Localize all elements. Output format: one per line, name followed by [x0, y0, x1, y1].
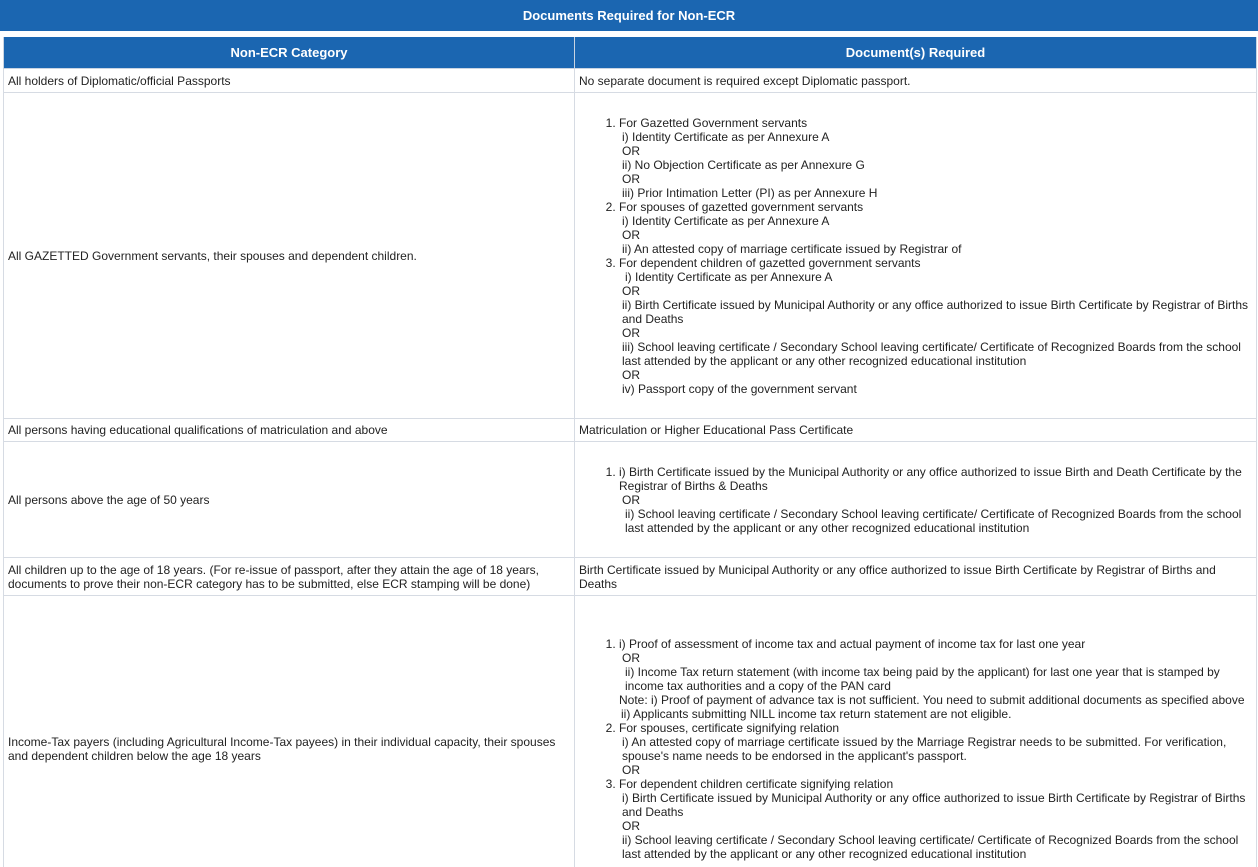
document-line: i) An attested copy of marriage certificate issued by the Marriage Registrar needs to be submitted. For verification, spouse's name needs to be endorsed in the applicant's passport. [622, 734, 1227, 763]
documents-cell [575, 596, 1257, 867]
category-cell: All persons having educational qualifications of matriculation and above [4, 419, 575, 442]
document-line: i) Identity Certificate as per Annexure A [622, 129, 830, 144]
document-line: ii) Income Tax return statement (with income tax being paid by the applicant) for last one year that is stamped by income tax authorities and a copy of the PAN card [625, 664, 1220, 693]
or-separator: OR [622, 492, 640, 507]
table-row [4, 69, 1257, 93]
list-item [619, 721, 1252, 777]
note-line: ii) Applicants submitting NILL income tax return statement are not eligible. [621, 706, 1012, 721]
list-item-heading: For dependent children certificate signifying relation [619, 776, 894, 791]
documents-cell: No separate document is required except Diplomatic passport. [575, 69, 1257, 93]
column-header-category: Non-ECR Category [4, 37, 575, 69]
or-separator: OR [622, 227, 640, 242]
or-separator: OR [622, 818, 640, 833]
list-item-heading: For dependent children of gazetted government servants [619, 255, 921, 270]
document-line: ii) School leaving certificate / Secondary School leaving certificate/ Certificate of Recognized Boards from the school last attended by the applicant or any other recognized educational institution [622, 832, 1239, 861]
table-row [4, 442, 1257, 558]
documents-cell [575, 442, 1257, 558]
table-row [4, 596, 1257, 867]
list-item [619, 637, 1252, 721]
list-item-heading: For Gazetted Government servants [619, 115, 808, 130]
category-cell: Income-Tax payers (including Agricultural Income-Tax payees) in their individual capacity, their spouses and dependent children below the age 18 years [4, 596, 575, 867]
table-header-row [4, 37, 1257, 69]
document-line: iv) Passport copy of the government servant [622, 381, 857, 396]
document-list [579, 637, 1252, 861]
table-row [4, 419, 1257, 442]
documents-cell [575, 93, 1257, 419]
documents-cell: Matriculation or Higher Educational Pass Certificate [575, 419, 1257, 442]
list-item-heading: For spouses, certificate signifying relation [619, 720, 840, 735]
document-list [579, 116, 1252, 396]
list-item-heading: i) Proof of assessment of income tax and actual payment of income tax for last one year [619, 636, 1086, 651]
or-separator: OR [622, 325, 640, 340]
document-line: i) Identity Certificate as per Annexure A [625, 269, 833, 284]
or-separator: OR [622, 762, 640, 777]
document-line: iii) School leaving certificate / Secondary School leaving certificate/ Certificate of Recognized Boards from the school last attended by the applicant or any other recognized educational institution [622, 339, 1241, 368]
document-list [579, 465, 1252, 535]
document-line: ii) School leaving certificate / Secondary School leaving certificate/ Certificate of Recognized Boards from the school last attended by the applicant or any other recognized educational institution [625, 506, 1242, 535]
documents-cell: Birth Certificate issued by Municipal Authority or any office authorized to issue Birth Certificate by Registrar of Births and Deaths [575, 558, 1257, 596]
category-cell: All GAZETTED Government servants, their spouses and dependent children. [4, 93, 575, 419]
category-cell: All holders of Diplomatic/official Passports [4, 69, 575, 93]
document-line: i) Identity Certificate as per Annexure A [622, 213, 830, 228]
document-line: ii) No Objection Certificate as per Annexure G [622, 157, 865, 172]
or-separator: OR [622, 143, 640, 158]
or-separator: OR [622, 171, 640, 186]
category-cell: All persons above the age of 50 years [4, 442, 575, 558]
note-line: Note: i) Proof of payment of advance tax is not sufficient. You need to submit additional documents as specified above [619, 692, 1245, 707]
document-line: iii) Prior Intimation Letter (PI) as per Annexure H [622, 185, 878, 200]
list-item-heading: i) Birth Certificate issued by the Municipal Authority or any office authorized to issue Birth and Death Certificate by the Registrar of Births & Deaths [619, 464, 1242, 493]
or-separator: OR [622, 650, 640, 665]
document-line: i) Birth Certificate issued by Municipal Authority or any office authorized to issue Birth Certificate by Registrar of Births and Deaths [622, 790, 1246, 819]
list-item [619, 777, 1252, 861]
list-item [619, 116, 1252, 200]
column-header-documents: Document(s) Required [575, 37, 1257, 69]
table-row [4, 558, 1257, 596]
documents-table [3, 37, 1257, 867]
document-line: ii) An attested copy of marriage certificate issued by Registrar of [622, 241, 962, 256]
table-row [4, 93, 1257, 419]
or-separator: OR [622, 283, 640, 298]
document-line: ii) Birth Certificate issued by Municipal Authority or any office authorized to issue Birth Certificate by Registrar of Births and Deaths [622, 297, 1249, 326]
list-item-heading: For spouses of gazetted government servants [619, 199, 864, 214]
or-separator: OR [622, 367, 640, 382]
list-item [619, 465, 1252, 535]
list-item [619, 256, 1252, 396]
list-item [619, 200, 1252, 256]
category-cell: All children up to the age of 18 years. (For re-issue of passport, after they attain the age of 18 years, documents to prove their non-ECR category has to be submitted, else ECR stamping will be done) [4, 558, 575, 596]
page-title: Documents Required for Non-ECR [0, 0, 1258, 31]
